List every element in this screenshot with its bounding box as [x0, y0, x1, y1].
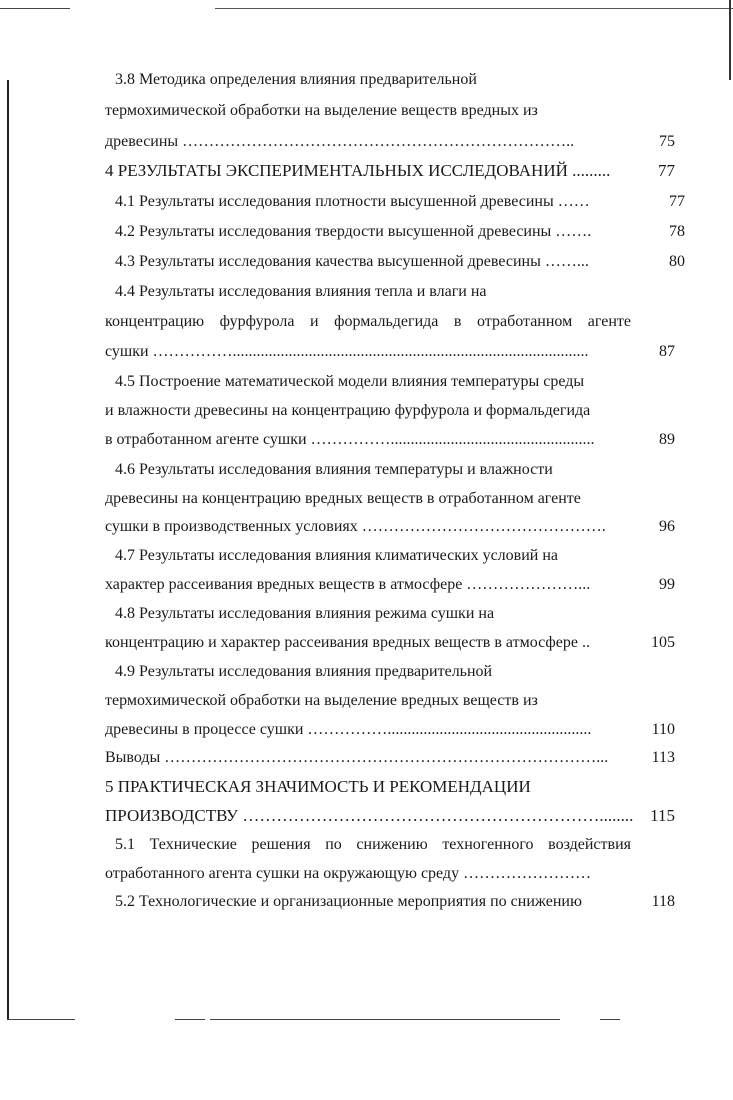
toc-text: характер рассеивания вредных веществ в атмосфере …………………...: [105, 576, 591, 593]
toc-entry-4-2: [115, 218, 685, 246]
toc-entry-continuation: [105, 629, 675, 657]
toc-entry-4-5: [115, 368, 685, 396]
toc-text: отработанного агента сушки на окружающую среду ……………………: [105, 865, 592, 882]
toc-entry-4-9: [115, 658, 685, 686]
toc-text: сушки в производственных условиях ……………………………………….: [105, 518, 606, 535]
toc-page-number: 75: [659, 133, 675, 150]
toc-text: древесины в процессе сушки ……………...................................................: [105, 721, 592, 738]
toc-text: концентрацию и характер рассеивания вредных веществ в атмосфере ..: [105, 634, 590, 651]
toc-entry-conclusions: [105, 744, 675, 772]
toc-text: 4.3 Результаты исследования качества высушенной древесины ……...: [115, 253, 589, 270]
toc-text: 4.7 Результаты исследования влияния климатических условий на: [115, 547, 558, 564]
toc-entry-continuation: [105, 97, 675, 125]
toc-entry-continuation: [105, 308, 675, 336]
toc-text: 4.6 Результаты исследования влияния температуры и влажности: [115, 461, 553, 478]
scan-right-edge: [729, 0, 731, 80]
toc-text: 4.4 Результаты исследования влияния тепла и влаги на: [115, 283, 487, 300]
toc-text: 5.1 Технические решения по снижению техногенного воздействия: [115, 836, 631, 853]
toc-text: Выводы ………………………………………………………………………...: [105, 749, 609, 766]
toc-page-number: 78: [669, 223, 685, 240]
toc-page-number: 77: [669, 193, 685, 210]
toc-text: сушки …………….........................................................................................: [105, 343, 589, 360]
toc-text: термохимической обработки на выделение веществ вредных из: [105, 102, 538, 119]
toc-text: и влажности древесины на концентрацию фурфурола и формальдегида: [105, 402, 591, 419]
scan-left-edge: [7, 80, 9, 1020]
toc-text: 4.8 Результаты исследования влияния режима сушки на: [115, 605, 495, 622]
toc-entry-continuation: [105, 397, 675, 425]
toc-text: 5.2 Технологические и организационные мероприятия по снижению: [115, 893, 582, 910]
toc-text: 3.8 Методика определения влияния предварительной: [115, 71, 477, 88]
toc-entry-continuation: [105, 128, 675, 156]
toc-text: термохимической обработки на выделение вредных веществ из: [105, 692, 538, 709]
toc-entry-3-8: [115, 66, 685, 94]
toc-entry-4-3: [115, 248, 685, 276]
toc-entry-continuation: [105, 426, 675, 454]
toc-page-number: 105: [651, 634, 675, 651]
toc-entry-continuation: [105, 513, 675, 541]
toc-page-number: 115: [650, 806, 675, 825]
toc-text: 5 ПРАКТИЧЕСКАЯ ЗНАЧИМОСТЬ И РЕКОМЕНДАЦИИ: [105, 777, 531, 796]
toc-entry-5-2: [115, 888, 685, 916]
toc-entry-4-8: [115, 600, 685, 628]
toc-entry-continuation: [105, 687, 675, 715]
scan-bottom-line: [600, 1019, 620, 1020]
toc-entry-5-1: [115, 831, 685, 859]
toc-text: концентрацию фурфурола и формальдегида в отработанном агенте: [105, 313, 631, 330]
toc-text: древесины ………………………………………………………………..: [105, 133, 575, 150]
toc-text: ПРОИЗВОДСТВУ ………………………………………………………........: [105, 806, 634, 825]
toc-entry-continuation: [105, 485, 675, 513]
scan-bottom-line: [7, 1019, 75, 1020]
toc-text: 4.1 Результаты исследования плотности высушенной древесины ……: [115, 193, 590, 210]
scan-top-border: [0, 0, 733, 12]
toc-entry-4-1: [115, 188, 685, 216]
toc-text: 4.5 Построение математической модели влияния температуры среды: [115, 373, 585, 390]
toc-page-number: 96: [659, 518, 675, 535]
toc-entry-4-7: [115, 542, 685, 570]
toc-text: древесины на концентрацию вредных веществ в отработанном агенте: [105, 490, 581, 507]
toc-text: 4.2 Результаты исследования твердости высушенной древесины …….: [115, 223, 592, 240]
toc-entry-4-4: [115, 278, 685, 306]
toc-page-number: 118: [651, 893, 675, 910]
toc-entry-4-6: [115, 456, 685, 484]
toc-chapter-5: [105, 773, 675, 801]
toc-page-number: 113: [651, 749, 675, 766]
toc-text: 4.9 Результаты исследования влияния предварительной: [115, 663, 493, 680]
toc-page-number: 99: [659, 576, 675, 593]
scan-bottom-line: [210, 1019, 560, 1020]
toc-text: в отработанном агенте сушки ……………...................................................: [105, 431, 595, 448]
toc-entry-continuation: [105, 860, 675, 888]
toc-entry-continuation: [105, 716, 675, 744]
toc-page-number: 89: [659, 431, 675, 448]
toc-page-number: 80: [669, 253, 685, 270]
toc-text: 4 РЕЗУЛЬТАТЫ ЭКСПЕРИМЕНТАЛЬНЫХ ИССЛЕДОВАНИЙ .........: [105, 161, 611, 180]
toc-entry-continuation: [105, 802, 675, 830]
toc-chapter-4: [105, 157, 675, 185]
toc-page-number: 77: [658, 161, 675, 180]
toc-entry-continuation: [105, 338, 675, 366]
scan-bottom-line: [175, 1019, 205, 1020]
toc-entry-continuation: [105, 571, 675, 599]
toc-page-number: 110: [651, 721, 675, 738]
toc-page-number: 87: [659, 343, 675, 360]
